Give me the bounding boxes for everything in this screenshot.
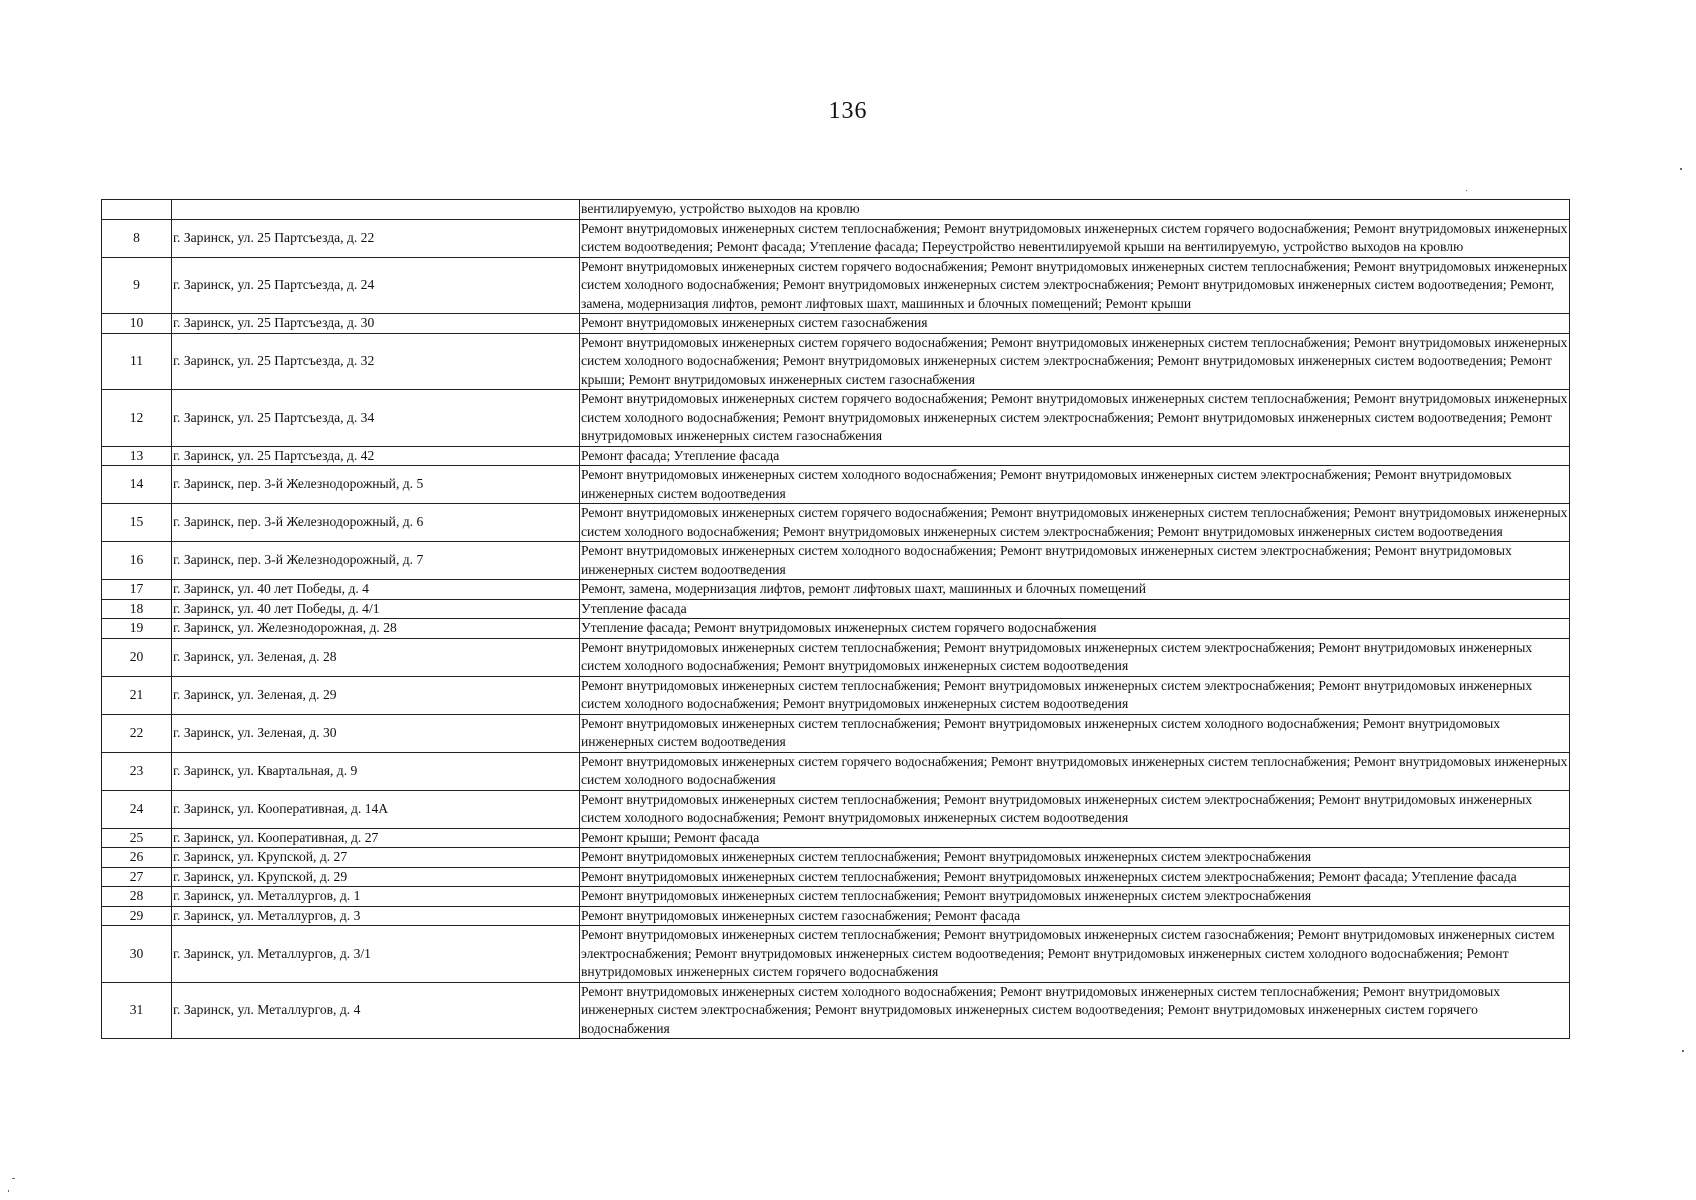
table-row: [102, 619, 1570, 639]
house-address: г. Заринск, ул. Железнодорожная, д. 28: [172, 619, 580, 639]
row-number: 25: [102, 828, 172, 848]
house-address: г. Заринск, ул. Металлургов, д. 3/1: [172, 926, 580, 983]
repair-works: Ремонт внутридомовых инженерных систем теплоснабжения; Ремонт внутридомовых инженерных систем электроснабжения; Ремонт фасада; Утепление фасада: [580, 867, 1570, 887]
repair-works: Ремонт внутридомовых инженерных систем газоснабжения: [580, 314, 1570, 334]
table-row: [102, 446, 1570, 466]
row-number: 10: [102, 314, 172, 334]
repair-program-table-wrap: [101, 199, 1569, 1039]
house-address: г. Заринск, ул. 40 лет Победы, д. 4: [172, 580, 580, 600]
page-number: 136: [828, 98, 868, 124]
house-address: г. Заринск, пер. 3-й Железнодорожный, д. 5: [172, 466, 580, 504]
house-address: г. Заринск, ул. Кооперативная, д. 14А: [172, 790, 580, 828]
row-number: 9: [102, 257, 172, 314]
repair-works: Ремонт фасада; Утепление фасада: [580, 446, 1570, 466]
table-row: [102, 848, 1570, 868]
repair-program-table: [101, 199, 1570, 1039]
repair-works: Ремонт внутридомовых инженерных систем теплоснабжения; Ремонт внутридомовых инженерных систем электроснабжения; Ремонт внутридомовых инженерных систем холодного водоснабжения; Ремонт внутридомовых инженерных систем водоотведения: [580, 638, 1570, 676]
scan-speck: [8, 1190, 9, 1192]
repair-works: Ремонт внутридомовых инженерных систем холодного водоснабжения; Ремонт внутридомовых инженерных систем теплоснабжения; Ремонт внутридомовых инженерных систем электроснабжения; Ремонт внутридомовых инженерных систем водоотведения; Ремонт внутридомовых инженерных систем горячего водоснабжения: [580, 982, 1570, 1039]
row-number: 24: [102, 790, 172, 828]
row-number: [102, 200, 172, 220]
repair-works: Утепление фасада: [580, 599, 1570, 619]
repair-works: Ремонт внутридомовых инженерных систем горячего водоснабжения; Ремонт внутридомовых инженерных систем теплоснабжения; Ремонт внутридомовых инженерных систем холодного водоснабжения; Ремонт внутридомовых инженерных систем электроснабжения; Ремонт внутридомовых инженерных систем водоотведения; Ремонт внутридомовых инженерных систем газоснабжения: [580, 390, 1570, 447]
row-number: 28: [102, 887, 172, 907]
table-row: [102, 466, 1570, 504]
house-address: г. Заринск, ул. Крупской, д. 27: [172, 848, 580, 868]
row-number: 17: [102, 580, 172, 600]
house-address: г. Заринск, ул. Зеленая, д. 29: [172, 676, 580, 714]
repair-works: Ремонт внутридомовых инженерных систем горячего водоснабжения; Ремонт внутридомовых инженерных систем теплоснабжения; Ремонт внутридомовых инженерных систем холодного водоснабжения; Ремонт внутридомовых инженерных систем электроснабжения; Ремонт внутридомовых инженерных систем водоотведения: [580, 504, 1570, 542]
row-number: 11: [102, 333, 172, 390]
table-row: [102, 390, 1570, 447]
repair-works: вентилируемую, устройство выходов на кровлю: [580, 200, 1570, 220]
row-number: 16: [102, 542, 172, 580]
repair-works: Утепление фасада; Ремонт внутридомовых инженерных систем горячего водоснабжения: [580, 619, 1570, 639]
table-row: [102, 599, 1570, 619]
table-row: [102, 867, 1570, 887]
scan-speck: [1466, 190, 1467, 191]
house-address: г. Заринск, ул. Кооперативная, д. 27: [172, 828, 580, 848]
house-address: г. Заринск, ул. 25 Партсъезда, д. 34: [172, 390, 580, 447]
house-address: г. Заринск, ул. 25 Партсъезда, д. 42: [172, 446, 580, 466]
house-address: г. Заринск, ул. Крупской, д. 29: [172, 867, 580, 887]
table-row: [102, 790, 1570, 828]
house-address: г. Заринск, ул. Зеленая, д. 30: [172, 714, 580, 752]
house-address: г. Заринск, ул. Металлургов, д. 1: [172, 887, 580, 907]
row-number: 26: [102, 848, 172, 868]
row-number: 8: [102, 219, 172, 257]
repair-works: Ремонт внутридомовых инженерных систем газоснабжения; Ремонт фасада: [580, 906, 1570, 926]
repair-works: Ремонт внутридомовых инженерных систем холодного водоснабжения; Ремонт внутридомовых инженерных систем электроснабжения; Ремонт внутридомовых инженерных систем водоотведения: [580, 542, 1570, 580]
table-row: [102, 638, 1570, 676]
row-number: 14: [102, 466, 172, 504]
house-address: [172, 200, 580, 220]
row-number: 31: [102, 982, 172, 1039]
house-address: г. Заринск, ул. 25 Партсъезда, д. 24: [172, 257, 580, 314]
table-row: [102, 828, 1570, 848]
table-row: [102, 676, 1570, 714]
repair-works: Ремонт внутридомовых инженерных систем теплоснабжения; Ремонт внутридомовых инженерных систем горячего водоснабжения; Ремонт внутридомовых инженерных систем водоотведения; Ремонт фасада; Утепление фасада; Переустройство невентилируемой крыши на вентилируемую, устройство выходов на кровлю: [580, 219, 1570, 257]
table-row: [102, 982, 1570, 1039]
row-number: 15: [102, 504, 172, 542]
repair-works: Ремонт внутридомовых инженерных систем теплоснабжения; Ремонт внутридомовых инженерных систем газоснабжения; Ремонт внутридомовых инженерных систем электроснабжения; Ремонт внутридомовых инженерных систем водоотведения; Ремонт внутридомовых инженерных систем холодного водоснабжения; Ремонт внутридомовых инженерных систем горячего водоснабжения: [580, 926, 1570, 983]
scan-speck: [1682, 1050, 1684, 1052]
house-address: г. Заринск, ул. 40 лет Победы, д. 4/1: [172, 599, 580, 619]
repair-works: Ремонт внутридомовых инженерных систем теплоснабжения; Ремонт внутридомовых инженерных систем электроснабжения: [580, 887, 1570, 907]
table-row: [102, 906, 1570, 926]
row-number: 20: [102, 638, 172, 676]
row-number: 21: [102, 676, 172, 714]
table-row: [102, 314, 1570, 334]
table-row: [102, 200, 1570, 220]
house-address: г. Заринск, ул. Зеленая, д. 28: [172, 638, 580, 676]
table-row: [102, 333, 1570, 390]
house-address: г. Заринск, ул. 25 Партсъезда, д. 22: [172, 219, 580, 257]
repair-works: Ремонт внутридомовых инженерных систем теплоснабжения; Ремонт внутридомовых инженерных систем электроснабжения; Ремонт внутридомовых инженерных систем холодного водоснабжения; Ремонт внутридомовых инженерных систем водоотведения: [580, 676, 1570, 714]
repair-works: Ремонт внутридомовых инженерных систем теплоснабжения; Ремонт внутридомовых инженерных систем электроснабжения; Ремонт внутридомовых инженерных систем холодного водоснабжения; Ремонт внутридомовых инженерных систем водоотведения: [580, 790, 1570, 828]
repair-works: Ремонт внутридомовых инженерных систем теплоснабжения; Ремонт внутридомовых инженерных систем электроснабжения: [580, 848, 1570, 868]
table-row: [102, 887, 1570, 907]
row-number: 29: [102, 906, 172, 926]
row-number: 23: [102, 752, 172, 790]
repair-works: Ремонт внутридомовых инженерных систем горячего водоснабжения; Ремонт внутридомовых инженерных систем теплоснабжения; Ремонт внутридомовых инженерных систем холодного водоснабжения: [580, 752, 1570, 790]
table-row: [102, 542, 1570, 580]
repair-works: Ремонт внутридомовых инженерных систем горячего водоснабжения; Ремонт внутридомовых инженерных систем теплоснабжения; Ремонт внутридомовых инженерных систем холодного водоснабжения; Ремонт внутридомовых инженерных систем электроснабжения; Ремонт внутридомовых инженерных систем водоотведения; Ремонт, замена, модернизация лифтов, ремонт лифтовых шахт, машинных и блочных помещений; Ремонт крыши: [580, 257, 1570, 314]
scan-speck: [12, 1178, 15, 1179]
repair-works: Ремонт внутридомовых инженерных систем холодного водоснабжения; Ремонт внутридомовых инженерных систем электроснабжения; Ремонт внутридомовых инженерных систем водоотведения: [580, 466, 1570, 504]
table-row: [102, 752, 1570, 790]
table-row: [102, 714, 1570, 752]
row-number: 19: [102, 619, 172, 639]
table-row: [102, 504, 1570, 542]
repair-works: Ремонт, замена, модернизация лифтов, ремонт лифтовых шахт, машинных и блочных помещений: [580, 580, 1570, 600]
house-address: г. Заринск, пер. 3-й Железнодорожный, д. 6: [172, 504, 580, 542]
house-address: г. Заринск, ул. 25 Партсъезда, д. 30: [172, 314, 580, 334]
row-number: 13: [102, 446, 172, 466]
table-row: [102, 580, 1570, 600]
row-number: 27: [102, 867, 172, 887]
house-address: г. Заринск, ул. Металлургов, д. 3: [172, 906, 580, 926]
row-number: 18: [102, 599, 172, 619]
repair-works: Ремонт крыши; Ремонт фасада: [580, 828, 1570, 848]
table-row: [102, 219, 1570, 257]
house-address: г. Заринск, пер. 3-й Железнодорожный, д. 7: [172, 542, 580, 580]
table-row: [102, 926, 1570, 983]
row-number: 30: [102, 926, 172, 983]
house-address: г. Заринск, ул. Металлургов, д. 4: [172, 982, 580, 1039]
scan-speck: [1680, 168, 1682, 170]
house-address: г. Заринск, ул. Квартальная, д. 9: [172, 752, 580, 790]
row-number: 12: [102, 390, 172, 447]
table-body: [102, 200, 1570, 1039]
table-row: [102, 257, 1570, 314]
repair-works: Ремонт внутридомовых инженерных систем теплоснабжения; Ремонт внутридомовых инженерных систем холодного водоснабжения; Ремонт внутридомовых инженерных систем водоотведения: [580, 714, 1570, 752]
repair-works: Ремонт внутридомовых инженерных систем горячего водоснабжения; Ремонт внутридомовых инженерных систем теплоснабжения; Ремонт внутридомовых инженерных систем холодного водоснабжения; Ремонт внутридомовых инженерных систем электроснабжения; Ремонт внутридомовых инженерных систем водоотведения; Ремонт крыши; Ремонт внутридомовых инженерных систем газоснабжения: [580, 333, 1570, 390]
row-number: 22: [102, 714, 172, 752]
house-address: г. Заринск, ул. 25 Партсъезда, д. 32: [172, 333, 580, 390]
